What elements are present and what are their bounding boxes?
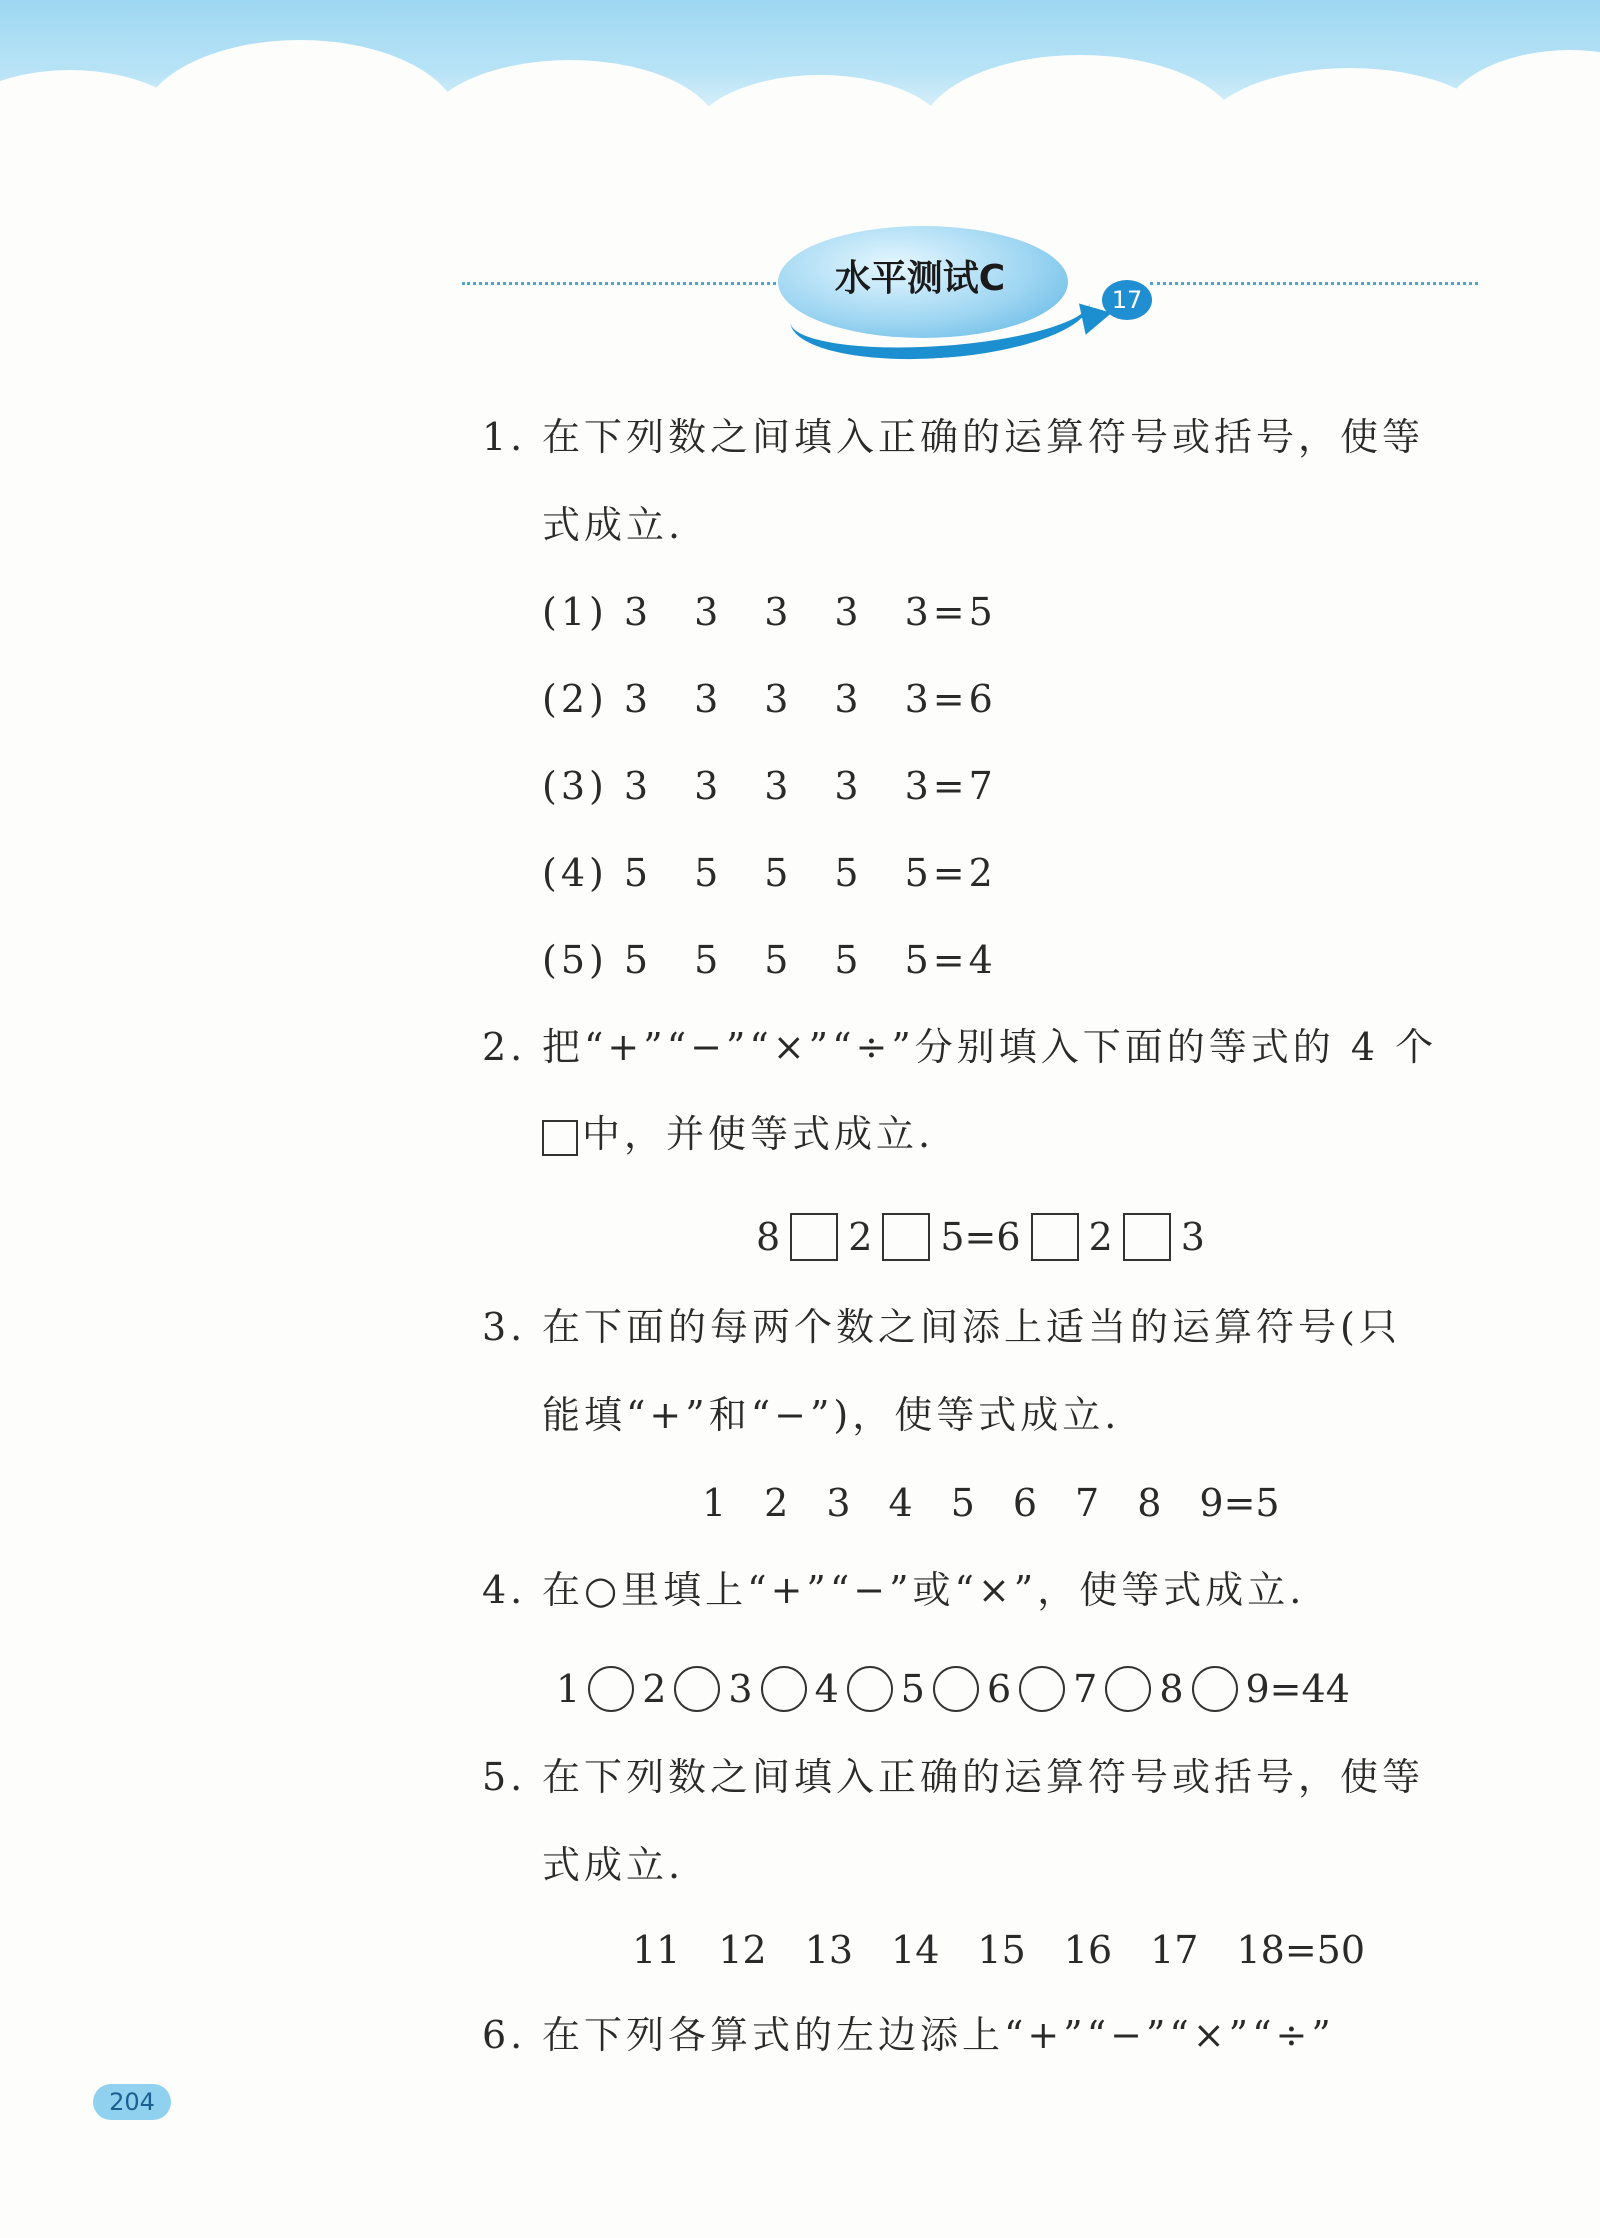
equation-term: 5=6 [940, 1214, 1021, 1259]
equation: 11 12 13 14 15 16 17 18=50 [632, 1928, 1366, 1972]
section-number-badge: 17 [1102, 280, 1152, 320]
equation-term: 2 [642, 1666, 667, 1711]
question-text: 在下列各算式的左边添上“+”“−”“×”“÷” [542, 2013, 1335, 2057]
question-number: 1. [482, 415, 527, 459]
equation-term: 4 [814, 1666, 839, 1711]
answer-box[interactable] [1031, 1213, 1079, 1261]
equation-term: 7 [1073, 1666, 1098, 1711]
square-box-icon [542, 1120, 578, 1156]
answer-circle[interactable] [674, 1666, 720, 1712]
question-text-continued [542, 1109, 934, 1159]
equation: 1 2 3 4 5 6 7 8 9=5 [702, 1481, 1280, 1525]
question-text: 把“+”“−”“×”“÷”分别填入下面的等式的 4 个 [542, 1025, 1438, 1069]
equation-term: 3 [728, 1666, 753, 1711]
question-number: 6. [482, 2013, 527, 2057]
page-number: 204 [93, 2084, 171, 2120]
cloud-shape [140, 40, 460, 210]
equation-squares [756, 1208, 1205, 1262]
equation-circles [556, 1660, 1350, 1714]
sub-item: (1) 3 3 3 3 3=5 [542, 590, 997, 634]
dotted-rule-left [462, 282, 782, 285]
sub-item: (3) 3 3 3 3 3=7 [542, 764, 997, 808]
equation-term: 1 [556, 1666, 581, 1711]
question-text: 在下列数之间填入正确的运算符号或括号，使等 [542, 1755, 1425, 1799]
question-text: 在○里填上“+”“−”或“×”，使等式成立. [542, 1568, 1306, 1612]
question-number: 5. [482, 1755, 527, 1799]
question-text-fragment: 中，并使等式成立. [582, 1112, 935, 1156]
answer-circle[interactable] [1019, 1666, 1065, 1712]
question-text-continued: 能填“+”和“−”)，使等式成立. [542, 1393, 1121, 1437]
answer-circle[interactable] [847, 1666, 893, 1712]
equation-term: 9=44 [1245, 1666, 1350, 1711]
answer-circle[interactable] [761, 1666, 807, 1712]
answer-box[interactable] [882, 1213, 930, 1261]
question-number: 3. [482, 1305, 527, 1349]
question-text: 在下列数之间填入正确的运算符号或括号，使等 [542, 415, 1425, 459]
question-text-continued: 式成立. [542, 1843, 685, 1887]
equation-term: 2 [848, 1214, 873, 1259]
cloud-shape [690, 75, 950, 205]
equation-term: 2 [1088, 1214, 1113, 1259]
equation-term: 3 [1180, 1214, 1205, 1259]
answer-circle[interactable] [588, 1666, 634, 1712]
sub-item: (2) 3 3 3 3 3=6 [542, 677, 997, 721]
section-title: 水平测试C [834, 258, 1006, 299]
cloud-shape [920, 55, 1240, 215]
question-text-continued: 式成立. [542, 503, 685, 547]
answer-circle[interactable] [933, 1666, 979, 1712]
question-number: 2. [482, 1025, 527, 1069]
answer-circle[interactable] [1105, 1666, 1151, 1712]
answer-box[interactable] [790, 1213, 838, 1261]
equation-term: 5 [900, 1666, 925, 1711]
equation-term: 6 [986, 1666, 1012, 1711]
dotted-rule-right [1150, 282, 1478, 285]
sub-item: (4) 5 5 5 5 5=2 [542, 851, 997, 895]
question-number: 4. [482, 1568, 527, 1612]
question-text: 在下面的每两个数之间添上适当的运算符号(只 [542, 1305, 1401, 1349]
equation-term: 8 [756, 1214, 781, 1259]
answer-box[interactable] [1123, 1213, 1171, 1261]
equation-term: 8 [1159, 1666, 1184, 1711]
cloud-shape [420, 60, 720, 210]
answer-circle[interactable] [1192, 1666, 1238, 1712]
sub-item: (5) 5 5 5 5 5=4 [542, 938, 997, 982]
